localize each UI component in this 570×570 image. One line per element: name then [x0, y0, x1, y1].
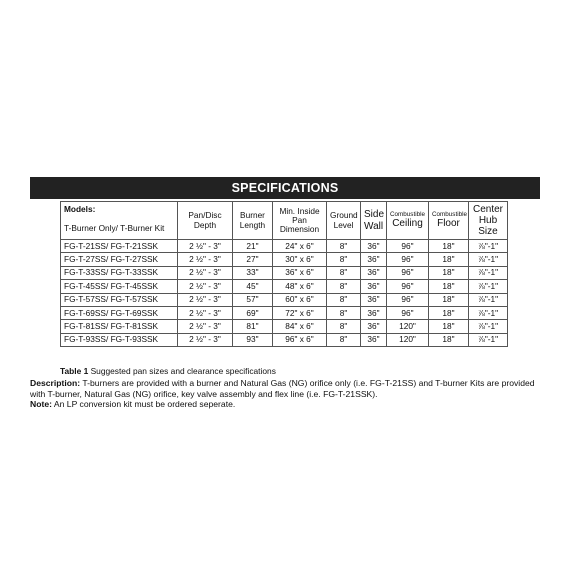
cell-center-hub: ⅞"-1" [469, 306, 508, 319]
cell-burner-length: 81" [233, 320, 273, 333]
table-row [61, 240, 508, 253]
cell-side-wall: 36" [361, 293, 387, 306]
cell-side-wall: 36" [361, 240, 387, 253]
cell-floor: 18" [429, 320, 469, 333]
description-label: Description: [30, 378, 81, 388]
cell-pan-depth: 2 ½" - 3" [178, 293, 233, 306]
table-row [61, 333, 508, 346]
cell-model: FG-T-27SS/ FG-T-27SSK [61, 253, 178, 266]
table-caption [60, 366, 276, 376]
cell-burner-length: 27" [233, 253, 273, 266]
cell-model: FG-T-69SS/ FG-T-69SSK [61, 306, 178, 319]
cell-ground-level: 8" [327, 306, 361, 319]
cell-ground-level: 8" [327, 240, 361, 253]
specifications-banner [30, 177, 540, 199]
caption-text: Suggested pan sizes and clearance specifications [90, 366, 276, 376]
cell-center-hub: ⅞"-1" [469, 293, 508, 306]
table-row [61, 280, 508, 293]
header-models-title: Models: [64, 204, 96, 214]
cell-inside-pan: 60" x 6" [273, 293, 327, 306]
header-ceiling-small: Combustible [390, 211, 425, 219]
cell-center-hub: ⅞"-1" [469, 280, 508, 293]
table-header-row [61, 202, 508, 240]
cell-pan-depth: 2 ½" - 3" [178, 253, 233, 266]
cell-center-hub: ⅞"-1" [469, 333, 508, 346]
cell-inside-pan: 24" x 6" [273, 240, 327, 253]
cell-ground-level: 8" [327, 293, 361, 306]
cell-pan-depth: 2 ½" - 3" [178, 306, 233, 319]
cell-side-wall: 36" [361, 320, 387, 333]
header-models [61, 202, 178, 240]
cell-floor: 18" [429, 253, 469, 266]
cell-side-wall: 36" [361, 280, 387, 293]
header-models-subtitle: T-Burner Only/ T-Burner Kit [64, 223, 165, 234]
cell-inside-pan: 48" x 6" [273, 280, 327, 293]
cell-burner-length: 21" [233, 240, 273, 253]
table-body [61, 240, 508, 347]
cell-burner-length: 57" [233, 293, 273, 306]
header-inside-pan: Min. Inside Pan Dimension [273, 202, 327, 240]
header-burner-length: Burner Length [233, 202, 273, 240]
table-row [61, 266, 508, 279]
header-pan-depth: Pan/Disc Depth [178, 202, 233, 240]
cell-ceiling: 120" [387, 333, 429, 346]
cell-side-wall: 36" [361, 306, 387, 319]
cell-side-wall: 36" [361, 253, 387, 266]
header-floor-small: Combustible [432, 211, 467, 219]
cell-ceiling: 96" [387, 280, 429, 293]
cell-ground-level: 8" [327, 320, 361, 333]
cell-model: FG-T-81SS/ FG-T-81SSK [61, 320, 178, 333]
cell-ground-level: 8" [327, 333, 361, 346]
banner-title: SPECIFICATIONS [231, 181, 339, 195]
cell-side-wall: 36" [361, 266, 387, 279]
table-row [61, 306, 508, 319]
cell-model: FG-T-33SS/ FG-T-33SSK [61, 266, 178, 279]
cell-burner-length: 45" [233, 280, 273, 293]
description-paragraph [30, 378, 545, 399]
cell-pan-depth: 2 ½" - 3" [178, 280, 233, 293]
cell-center-hub: ⅞"-1" [469, 240, 508, 253]
caption-label: Table 1 [60, 366, 89, 376]
cell-burner-length: 93" [233, 333, 273, 346]
cell-floor: 18" [429, 240, 469, 253]
header-floor [429, 202, 469, 240]
note-paragraph [30, 399, 545, 410]
cell-side-wall: 36" [361, 333, 387, 346]
header-ceiling-label: Ceiling [392, 218, 423, 230]
cell-pan-depth: 2 ½" - 3" [178, 320, 233, 333]
header-side-wall: Side Wall [361, 202, 387, 240]
header-ceiling [387, 202, 429, 240]
cell-burner-length: 33" [233, 266, 273, 279]
cell-pan-depth: 2 ½" - 3" [178, 333, 233, 346]
cell-floor: 18" [429, 266, 469, 279]
cell-ground-level: 8" [327, 280, 361, 293]
cell-pan-depth: 2 ½" - 3" [178, 266, 233, 279]
cell-model: FG-T-45SS/ FG-T-45SSK [61, 280, 178, 293]
table-row [61, 320, 508, 333]
note-text: An LP conversion kit must be ordered seperate. [53, 399, 236, 410]
cell-floor: 18" [429, 306, 469, 319]
cell-model: FG-T-57SS/ FG-T-57SSK [61, 293, 178, 306]
cell-floor: 18" [429, 293, 469, 306]
cell-ceiling: 96" [387, 293, 429, 306]
cell-inside-pan: 30" x 6" [273, 253, 327, 266]
cell-ceiling: 96" [387, 306, 429, 319]
cell-model: FG-T-93SS/ FG-T-93SSK [61, 333, 178, 346]
description-text: T-burners are provided with a burner and Natural Gas (NG) orifice only (i.e. FG-T-21SS) and T-burner Kits are provided with T-burner, Natural Gas (NG) orifice, key valve assembly and flex line (i.e. FG-T-21SSK). [30, 378, 535, 399]
cell-inside-pan: 72" x 6" [273, 306, 327, 319]
specifications-table [60, 201, 508, 347]
cell-ceiling: 120" [387, 320, 429, 333]
cell-ceiling: 96" [387, 240, 429, 253]
cell-floor: 18" [429, 280, 469, 293]
cell-pan-depth: 2 ½" - 3" [178, 240, 233, 253]
header-center-hub: Center Hub Size [469, 202, 508, 240]
table-row [61, 253, 508, 266]
cell-model: FG-T-21SS/ FG-T-21SSK [61, 240, 178, 253]
cell-ground-level: 8" [327, 253, 361, 266]
cell-center-hub: ⅞"-1" [469, 266, 508, 279]
header-floor-label: Floor [437, 218, 460, 230]
cell-ceiling: 96" [387, 266, 429, 279]
cell-center-hub: ⅞"-1" [469, 320, 508, 333]
note-label: Note: [30, 399, 52, 410]
cell-ceiling: 96" [387, 253, 429, 266]
cell-floor: 18" [429, 333, 469, 346]
cell-ground-level: 8" [327, 266, 361, 279]
table-row [61, 293, 508, 306]
cell-inside-pan: 96" x 6" [273, 333, 327, 346]
cell-inside-pan: 36" x 6" [273, 266, 327, 279]
cell-center-hub: ⅞"-1" [469, 253, 508, 266]
cell-burner-length: 69" [233, 306, 273, 319]
cell-inside-pan: 84" x 6" [273, 320, 327, 333]
header-ground-level: Ground Level [327, 202, 361, 240]
description-block [30, 378, 545, 410]
